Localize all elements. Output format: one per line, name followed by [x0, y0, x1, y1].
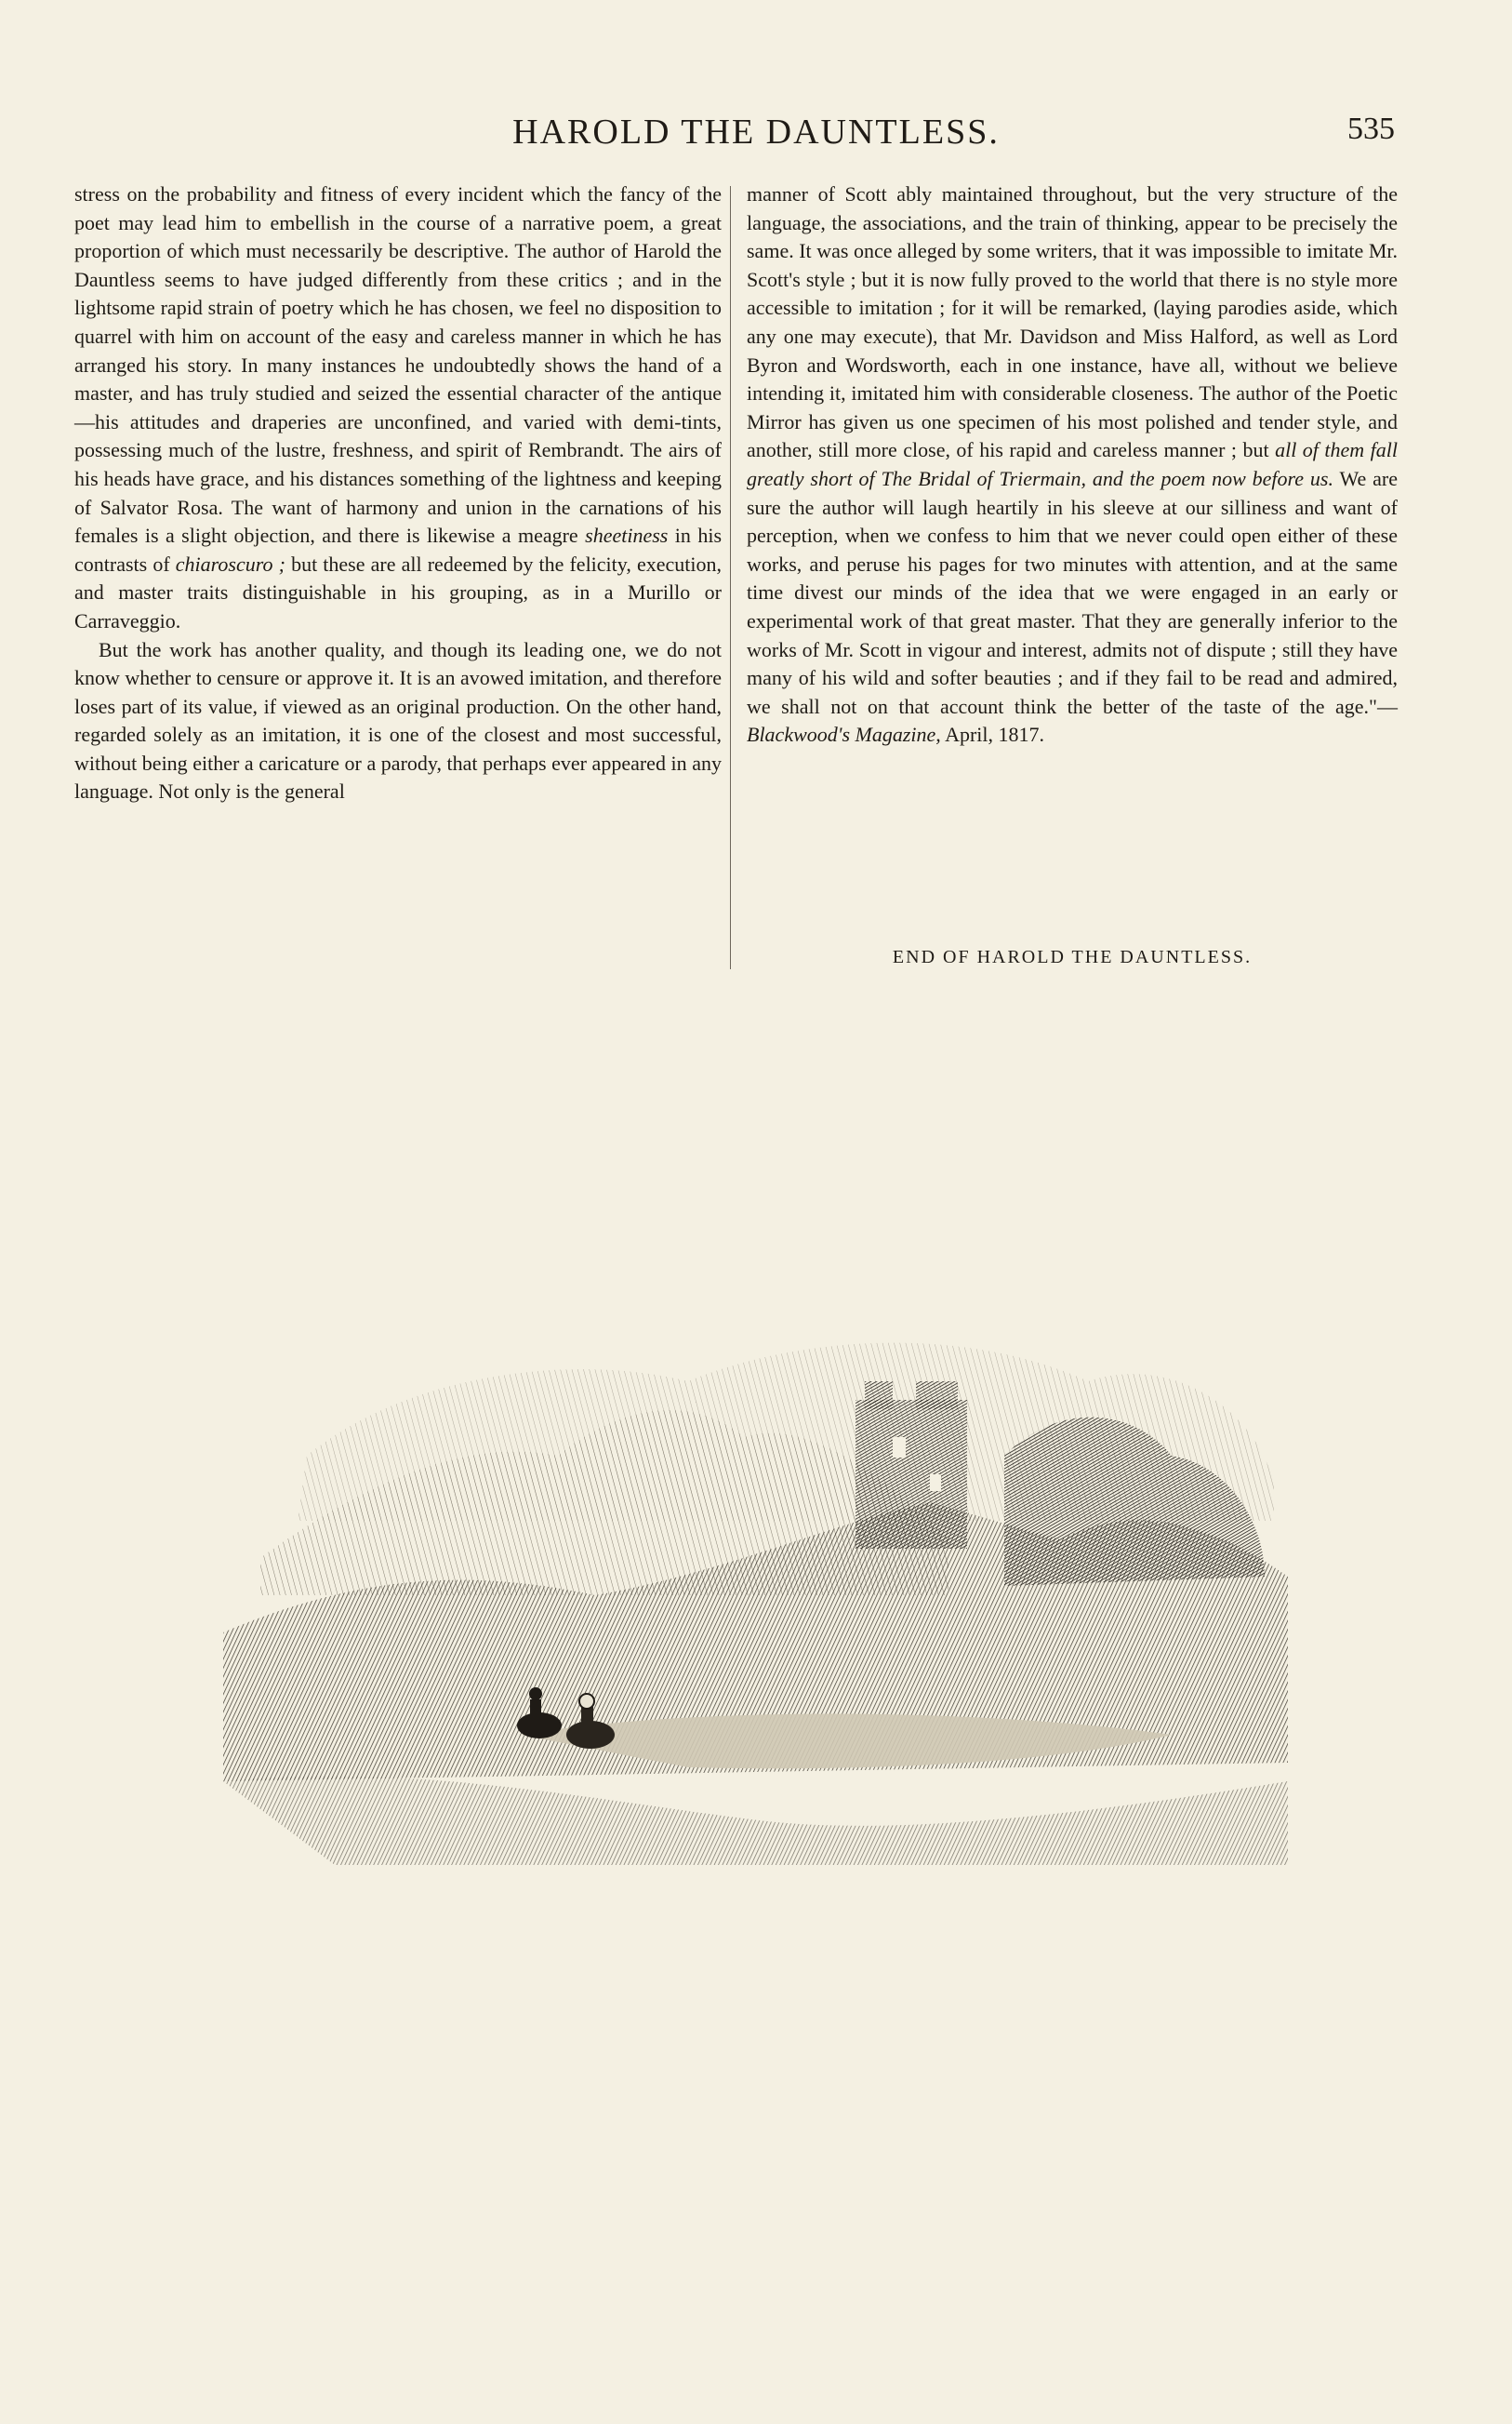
foreground: [223, 1777, 1288, 1865]
right-paragraph-1: manner of Scott ably maintained throughout, but the very structure of the language, the associations, and the train of thinking, appear to be precisely the same. It was once alleged by some writers, that it was impossible to imitate Mr. Scott's style ; but it is now fully proved to the world that there is no style more accessible to imitation ; for it will be remarked, (laying parodies aside, which any one may execute), that Mr. Davidson and Miss Halford, as well as Lord Byron and Wordsworth, each in one instance, have all, without we believe intending it, imitated him with considerable closeness. The author of the Poetic Mirror has given us one specimen of his most polished and tender style, and another, still more close, of his rapid and careless manner ; but all of them fall greatly short of The Bridal of Triermain, and the poem now before us. We are sure the author will laugh heartily in his sleeve at our silliness and want of perception, when we confess to him that we never could open either of these works, and peruse his pages for two minutes with attention, and at the same time divest our minds of the idea that we were engaged in an early or experimental work of that great master. That they are generally inferior to the works of Mr. Scott in vigour and interest, admits not of dispute ; still they have many of his wild and softer beauties ; and if they fail to be read and admired, we shall not on that account think the better of the taste of the age."—Blackwood's Magazine, April, 1817.: [747, 182, 1399, 747]
page-number: 535: [1347, 112, 1395, 146]
column-divider: [730, 186, 731, 969]
left-paragraph-2: But the work has another quality, and though its leading one, we do not know whether to censure or approve it. It is an avowed imitation, and therefore loses part of its value, if viewed as an original production. On the other hand, regarded solely as an imitation, it is one of the closest and most successful, without being either a caricature or a parody, that perhaps ever appeared in any language. Not only is the general: [74, 637, 722, 804]
landscape-engraving: [223, 1298, 1288, 1865]
left-column: [74, 180, 722, 806]
page-header: [0, 112, 1512, 167]
left-paragraph-1: stress on the probability and fitness of every incident which the fancy of the poet may lead him to embellish in the course of a narrative poem, a great proportion of which must necessarily be descriptive. The author of Harold the Dauntless seems to have judged differently from these critics ; and in the lightsome rapid strain of poetry which he has chosen, we feel no disposition to quarrel with him on account of the easy and careless manner in which he has arranged his story. In many instances he undoubtedly shows the hand of a master, and has truly studied and seized the essential character of the antique—his attitudes and draperies are unconfined, and varied with demi-tints, possessing much of the lustre, freshness, and spirit of Rembrandt. The airs of his heads have grace, and his distances something of the lightness and keeping of Salvator Rosa. The want of harmony and union in the carnations of his females is a slight objection, and there is likewise a meagre sheetiness in his contrasts of chiaroscuro ; but these are all redeemed by the felicity, execution, and master traits distinguishable in his grouping, as in a Murillo or Carraveggio.: [74, 182, 723, 633]
end-note: END OF HAROLD THE DAUNTLESS.: [892, 947, 1253, 967]
right-column: [747, 180, 1398, 750]
running-title: HAROLD THE DAUNTLESS.: [512, 113, 1000, 152]
castle-tower-icon: [855, 1381, 967, 1549]
